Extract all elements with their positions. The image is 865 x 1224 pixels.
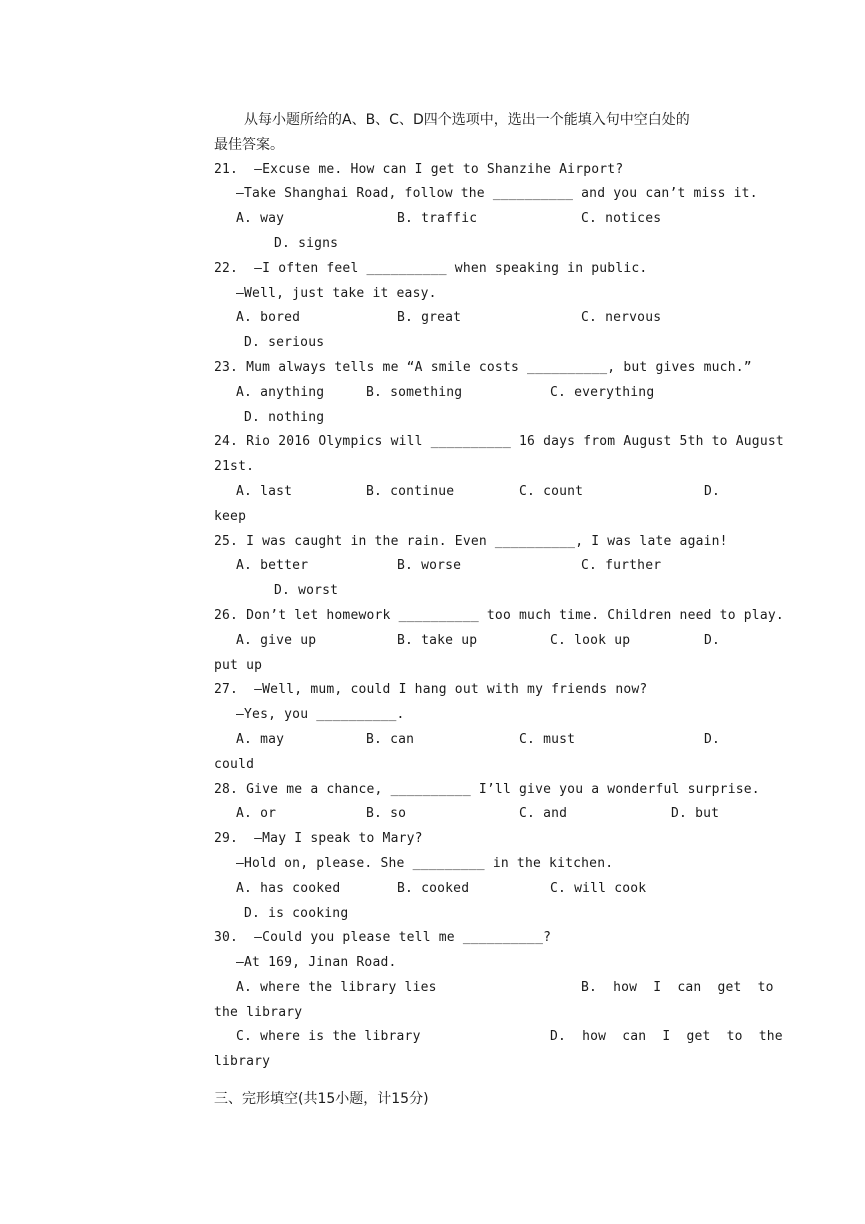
q23-option-c: C. everything — [550, 384, 655, 400]
q28-option-b: B. so — [366, 806, 407, 822]
q23-stem: 23. Mum always tells me “A smile costs __________, but gives much.” — [214, 359, 752, 375]
q28-option-c: C. and — [519, 806, 568, 822]
q24-options — [214, 480, 734, 505]
q24-stem-wrap: 21st. — [214, 459, 255, 475]
q21-stem: 21. —Excuse me. How can I get to Shanzihe Airport? — [214, 161, 624, 177]
q22-reply: —Well, just take it easy. — [236, 285, 437, 301]
q30-options-ab — [214, 976, 774, 1001]
q29-reply: —Hold on, please. She _________ in the kitchen. — [236, 855, 614, 871]
q30-option-c: C. where is the library — [236, 1029, 421, 1045]
q25-option-b: B. worse — [397, 558, 462, 574]
instruction-line-2: 最佳答案。 — [214, 136, 284, 153]
q24-stem: 24. Rio 2016 Olympics will __________ 16 days from August 5th to August — [214, 434, 784, 450]
q26-stem: 26. Don’t let homework __________ too much time. Children need to play. — [214, 607, 784, 623]
q21-option-d: D. signs — [274, 235, 339, 251]
q28-options — [214, 802, 734, 827]
q23-options — [214, 381, 734, 406]
q21-option-b: B. traffic — [397, 211, 478, 227]
q29-option-d: D. is cooking — [244, 905, 349, 921]
q22-option-c: C. nervous — [581, 310, 662, 326]
q25-option-d: D. worst — [274, 583, 339, 599]
section-gap — [214, 1075, 734, 1087]
q26-option-b: B. take up — [397, 632, 478, 648]
q27-option-c: C. must — [519, 731, 576, 747]
q29-options — [214, 877, 734, 902]
q23-option-d: D. nothing — [244, 409, 325, 425]
q21-reply: —Take Shanghai Road, follow the __________ and you can’t miss it. — [236, 186, 758, 202]
q30-option-b-wrap: the library — [214, 1004, 303, 1020]
q28-stem: 28. Give me a chance, __________ I’ll give you a wonderful surprise. — [214, 781, 760, 797]
q27-stem: 27. —Well, mum, could I hang out with my friends now? — [214, 682, 648, 698]
q30-option-a: A. where the library lies — [236, 979, 437, 995]
q24-option-b: B. continue — [366, 483, 455, 499]
q27-option-d-text: could — [214, 756, 255, 772]
q24-option-d: D. — [704, 483, 721, 499]
q24-option-d-text: keep — [214, 508, 247, 524]
section-3-heading: 三、完形填空(共15小题，计15分) — [214, 1091, 429, 1108]
q22-option-d: D. serious — [244, 335, 325, 351]
exam-page — [214, 108, 784, 1112]
q26-option-d-text: put up — [214, 657, 263, 673]
q26-option-c: C. look up — [550, 632, 631, 648]
q25-option-a: A. better — [236, 558, 309, 574]
q30-option-b: B. how I can get to — [581, 979, 774, 995]
q27-reply: —Yes, you __________. — [236, 707, 405, 723]
q30-stem: 30. —Could you please tell me __________? — [214, 930, 552, 946]
q30-reply: —At 169, Jinan Road. — [236, 955, 397, 971]
q22-option-a: A. bored — [236, 310, 301, 326]
q22-stem: 22. —I often feel __________ when speaking in public. — [214, 260, 648, 276]
q25-stem: 25. I was caught in the rain. Even __________, I was late again! — [214, 533, 728, 549]
q24-option-a: A. last — [236, 483, 293, 499]
q29-option-a: A. has cooked — [236, 880, 341, 896]
q27-option-d: D. — [704, 731, 721, 747]
q29-option-c: C. will cook — [550, 880, 647, 896]
q25-options — [214, 554, 734, 579]
q27-option-b: B. can — [366, 731, 415, 747]
q27-option-a: A. may — [236, 731, 285, 747]
q27-options — [214, 728, 734, 753]
q24-option-c: C. count — [519, 483, 584, 499]
q22-options — [214, 306, 734, 331]
q28-option-d: D. but — [671, 806, 720, 822]
q21-option-a: A. way — [236, 211, 285, 227]
q21-option-c: C. notices — [581, 211, 662, 227]
q29-option-b: B. cooked — [397, 880, 470, 896]
q30-option-d: D. how can I get to the — [550, 1029, 783, 1045]
q26-options — [214, 629, 734, 654]
instruction-line-1: 从每小题所给的A、B、C、D四个选项中，选出一个能填入句中空白处的 — [244, 112, 690, 128]
q30-options-cd — [214, 1025, 783, 1050]
q30-option-d-wrap: library — [214, 1054, 271, 1070]
q22-option-b: B. great — [397, 310, 462, 326]
q23-option-a: A. anything — [236, 384, 325, 400]
q26-option-a: A. give up — [236, 632, 317, 648]
q21-options — [214, 207, 734, 232]
q25-option-c: C. further — [581, 558, 662, 574]
q28-option-a: A. or — [236, 806, 277, 822]
q26-option-d: D. — [704, 632, 721, 648]
q29-stem: 29. —May I speak to Mary? — [214, 831, 423, 847]
q23-option-b: B. something — [366, 384, 463, 400]
